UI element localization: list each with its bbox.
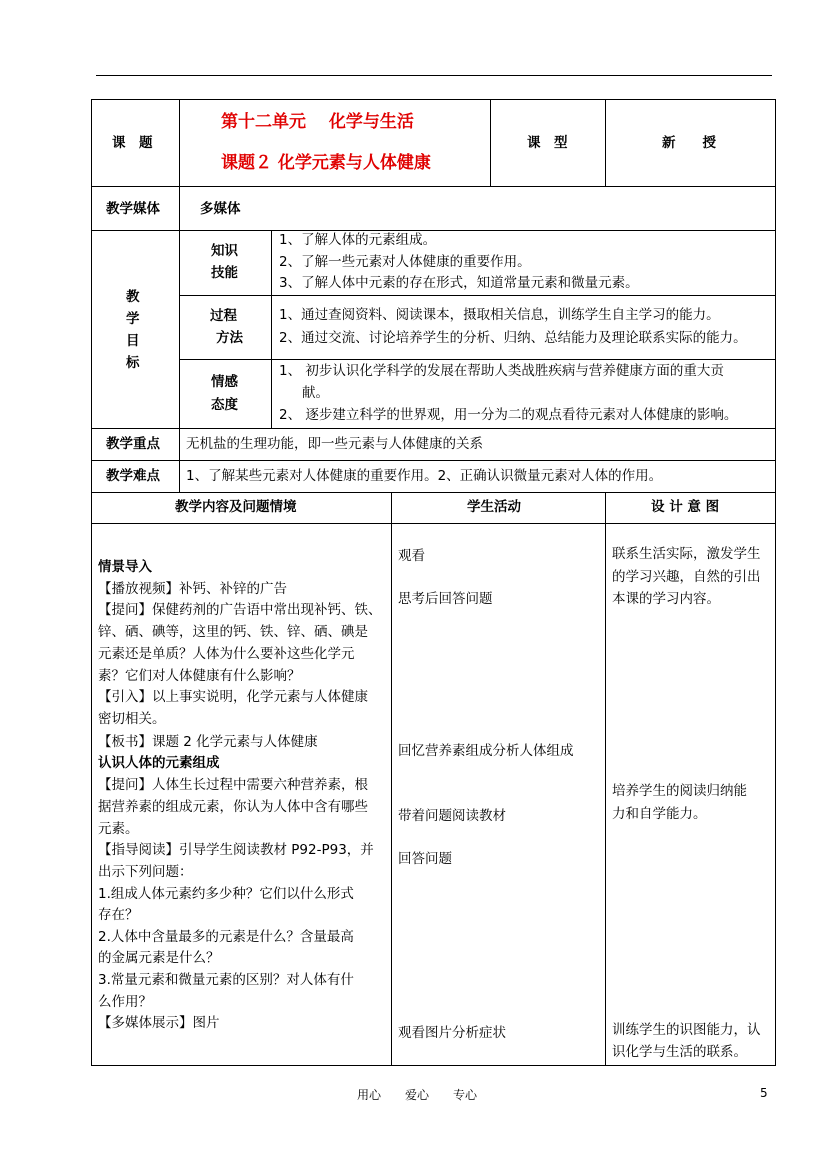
content-line: 么作用？ [98, 994, 152, 1010]
objectives-label-char: 教 [126, 289, 140, 305]
label-media: 教学媒体 [106, 201, 160, 217]
col-activity-header: 学生活动 [467, 499, 521, 515]
content-line: 认识人体的元素组成 [98, 755, 220, 771]
student-activity: 观看 [398, 548, 425, 564]
design-intent-line: 训练学生的识图能力，认 [612, 1022, 761, 1038]
knowledge-item: 1、了解人体的元素组成。 [279, 232, 437, 248]
key-points-value: 无机盐的生理功能，即一些元素与人体健康的关系 [186, 436, 483, 452]
footer-motto: 用心 爱心 专心 [357, 1088, 478, 1102]
content-line: 的金属元素是什么？ [98, 950, 220, 966]
process-item: 2、通过交流、讨论培养学生的分析、归纳、总结能力及理论联系实际的能力。 [279, 330, 747, 346]
design-intent-line: 本课的学习内容。 [612, 591, 720, 607]
content-line: 【多媒体展示】图片 [98, 1015, 220, 1031]
content-line: 情景导入 [98, 559, 152, 575]
attitude-item: 献。 [302, 385, 329, 401]
content-line: 3.常量元素和微量元素的区别？对人体有什 [98, 972, 354, 988]
label-difficulties: 教学难点 [106, 468, 160, 484]
knowledge-item: 3、了解人体中元素的存在形式，知道常量元素和微量元素。 [279, 275, 639, 291]
design-intent-line: 识化学与生活的联系。 [612, 1044, 747, 1060]
unit-title: 第十二单元 化学与生活 [221, 112, 414, 132]
process-label-2: 方法 [216, 330, 243, 346]
student-activity: 观看图片分析症状 [398, 1025, 506, 1041]
difficulties-value: 1、了解某些元素对人体健康的重要作用。2、正确认识微量元素对人体的作用。 [186, 468, 663, 484]
content-line: 据营养素的组成元素，你认为人体中含有哪些 [98, 799, 368, 815]
content-line: 【提问】保健药剂的广告语中常出现补钙、铁、 [98, 602, 382, 618]
attitude-label-1: 情感 [211, 374, 238, 390]
student-activity: 回答问题 [398, 851, 452, 867]
content-line: 元素还是单质？人体为什么要补这些化学元 [98, 646, 355, 662]
objectives-label-char: 学 [126, 311, 140, 327]
content-line: 【引入】以上事实说明，化学元素与人体健康 [98, 689, 368, 705]
student-activity: 带着问题阅读教材 [398, 808, 506, 824]
design-intent-line: 培养学生的阅读归纳能 [612, 783, 747, 799]
student-activity: 回忆营养素组成分析人体组成 [398, 743, 574, 759]
knowledge-label-1: 知识 [211, 243, 238, 259]
content-line: 【播放视频】补钙、补锌的广告 [98, 581, 287, 597]
objectives-label-char: 标 [126, 355, 140, 371]
content-line: 存在？ [98, 907, 139, 923]
col-intent-header: 设 计 意 图 [651, 499, 720, 515]
content-line: 【指导阅读】引导学生阅读教材 P92-P93，并 [98, 842, 374, 858]
process-label-1: 过程 [210, 308, 237, 324]
student-activity: 思考后回答问题 [398, 591, 493, 607]
design-intent-line: 力和自学能力。 [612, 806, 707, 822]
attitude-label-2: 态度 [211, 397, 238, 413]
col-content-header: 教学内容及问题情境 [175, 499, 297, 515]
content-line: 出示下列问题： [98, 864, 193, 880]
page-number: 5 [760, 1086, 768, 1100]
media-value: 多媒体 [200, 201, 241, 217]
knowledge-item: 2、了解一些元素对人体健康的重要作用。 [279, 254, 531, 270]
objectives-label [126, 286, 146, 374]
content-line: 【提问】人体生长过程中需要六种营养素，根 [98, 777, 368, 793]
label-lesson-type: 课 型 [527, 135, 568, 151]
content-line: 锌、硒、碘等，这里的钙、铁、锌、硒、碘是 [98, 624, 368, 640]
content-line: 1.组成人体元素约多少种？它们以什么形式 [98, 886, 354, 902]
design-intent-line: 的学习兴趣，自然的引出 [612, 569, 761, 585]
design-intent-line: 联系生活实际，激发学生 [612, 546, 761, 562]
content-line: 元素。 [98, 821, 139, 837]
content-line: 2.人体中含量最多的元素是什么？含量最高 [98, 929, 354, 945]
label-topic: 课 题 [112, 135, 153, 151]
lesson-title: 课题２ 化学元素与人体健康 [221, 153, 431, 173]
objectives-label-char: 目 [126, 333, 140, 349]
content-line: 【板书】课题 2 化学元素与人体健康 [98, 734, 318, 750]
attitude-item: 2、 逐步建立科学的世界观，用一分为二的观点看待元素对人体健康的影响。 [279, 407, 738, 423]
process-item: 1、通过查阅资料、阅读课本，摄取相关信息，训练学生自主学习的能力。 [279, 307, 720, 323]
knowledge-label-2: 技能 [211, 265, 238, 281]
label-key-points: 教学重点 [106, 436, 160, 452]
lesson-type-value: 新 授 [662, 135, 716, 151]
attitude-item: 1、 初步认识化学科学的发展在帮助人类战胜疾病与营养健康方面的重大贡 [279, 363, 724, 379]
content-line: 密切相关。 [98, 711, 166, 727]
header-rule [96, 75, 772, 76]
content-line: 素？它们对人体健康有什么影响？ [98, 668, 301, 684]
